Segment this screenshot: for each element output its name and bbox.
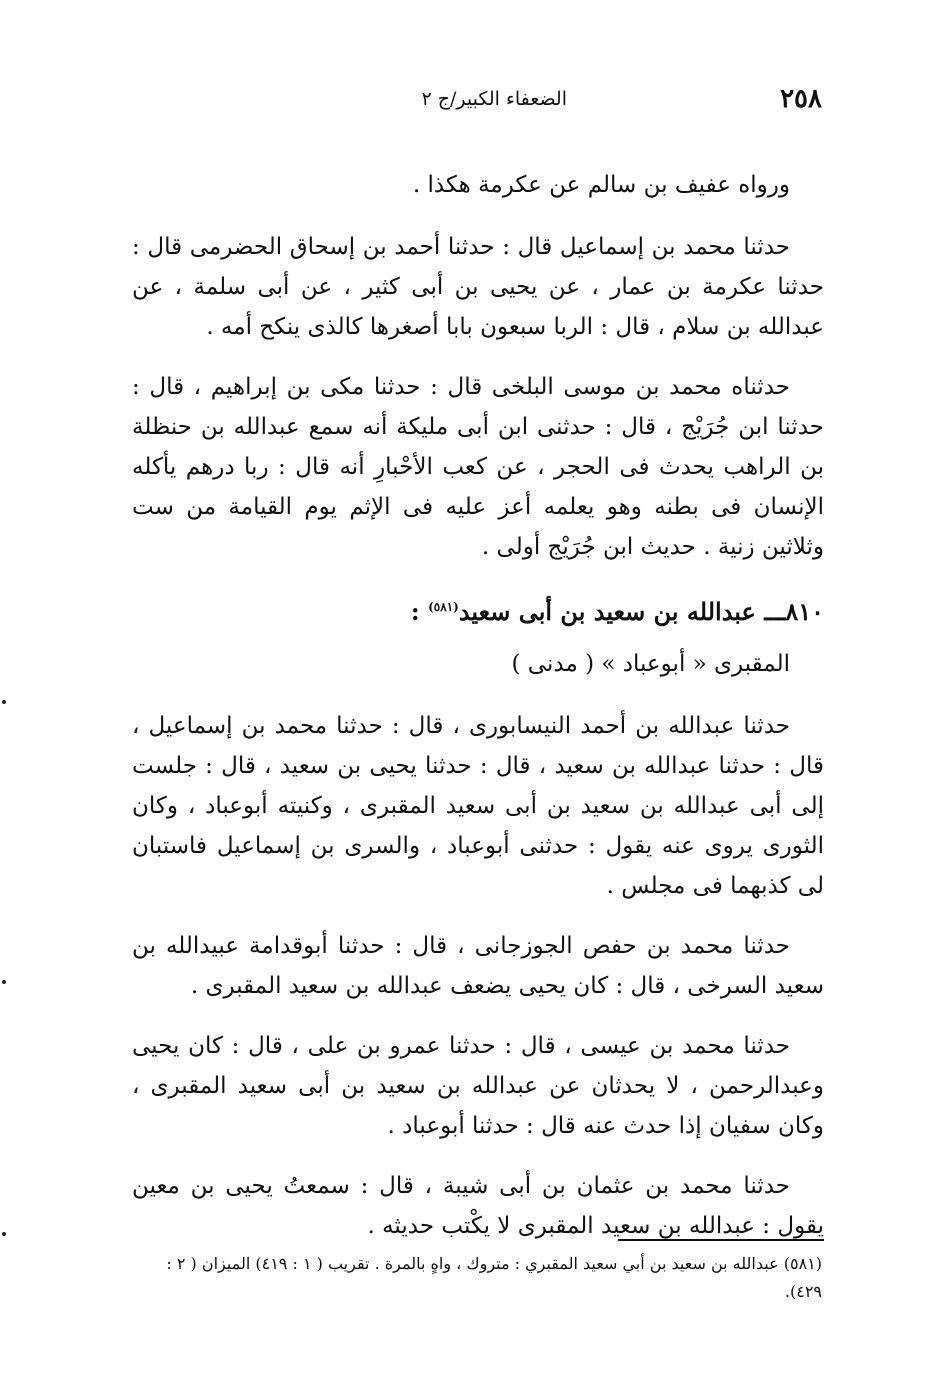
footnote-separator — [618, 1239, 824, 1241]
paragraph: حدثنا محمد بن إسماعيل قال : حدثنا أحمد بن إسحاق الحضرمى قال : حدثنا عكرمة بن عمار ، عن يحيى بن أبى كثير ، عن أبى سلمة ، عن عبدالله بن سلام ، قال : الربا سبعون بابا أصغرها كالذى ينكح أمه . — [132, 234, 824, 340]
entry-colon: : — [410, 597, 429, 626]
running-title: الضعفاء الكبير/ج ٢ — [421, 88, 567, 110]
paragraph: حدثنا محمد بن حفص الجوزجانى ، قال : حدثنا أبوقدامة عبيدالله بن سعيد السرخى ، قال : كان يحيى يضعف عبدالله بن سعيد المقبرى . — [132, 933, 824, 999]
entry-subtitle: المقبرى « أبوعباد » ( مدنى ) — [511, 651, 790, 677]
margin-mark — [2, 980, 6, 984]
paragraph: ورواه عفيف بن سالم عن عكرمة هكذا . — [412, 172, 790, 198]
footnote: (٥٨١) عبدالله بن سعيد بن أبي سعيد المقبري : متروك ، واهٍ بالمرة . تقريب ( ١ : ٤١٩) الميزان ( ٢ : ٤٢٩). — [166, 1254, 822, 1301]
margin-mark — [2, 700, 6, 704]
paragraph: حدثناه محمد بن موسى البلخى قال : حدثنا مكى بن إبراهيم ، قال : حدثنا ابن جُرَيْج ، قال : حدثنى ابن أبى مليكة أنه سمع عبدالله بن حنظلة بن الراهب يحدث فى الحجر ، عن كعب الأحْبارِ أنه قال : ربا درهم يأكله الإنسان فى بطنه وهو يعلمه أعز عليه فى الإثم يوم القيامة من ست وثلاثين زنية . حديث ابن جُرَيْج أولى . — [132, 374, 824, 560]
entry-number: ٨١٠ـــ — [764, 597, 824, 626]
entry-heading — [132, 587, 824, 632]
paragraph: حدثنا محمد بن عيسى ، قال : حدثنا عمرو بن على ، قال : كان يحيى وعبدالرحمن ، لا يحدثان عن عبدالله بن سعيد بن أبى سعيد المقبرى ، وكان سفيان إذا حدث عنه قال : حدثنا أبوعباد . — [132, 1033, 824, 1139]
footnote-reference: (٥٨١) — [428, 600, 459, 614]
body-text — [132, 165, 824, 1266]
entry-name: عبدالله بن سعيد بن أبى سعيد — [458, 597, 756, 626]
page-number: ٢٥٨ — [780, 84, 822, 114]
page-header — [130, 84, 822, 124]
paragraph: حدثنا محمد بن عثمان بن أبى شيبة ، قال : سمعتُ يحيى بن معين يقول : عبدالله بن سعيد المقبرى لا يكْتب حديثه . — [132, 1173, 824, 1239]
paragraph: حدثنا عبدالله بن أحمد النيسابورى ، قال : حدثنا محمد بن إسماعيل ، قال : حدثنا عبدالله بن سعيد ، قال : حدثنا يحيى بن سعيد ، قال : جلست إلى أبى عبدالله بن سعيد بن أبى سعيد المقبرى ، وكنيته أبوعباد ، وكان الثورى يروى عنه يقول : حدثنى أبوعباد ، والسرى بن إسماعيل فاستبان لى كذبهما فى مجلس . — [132, 713, 824, 899]
margin-mark — [2, 1232, 6, 1236]
